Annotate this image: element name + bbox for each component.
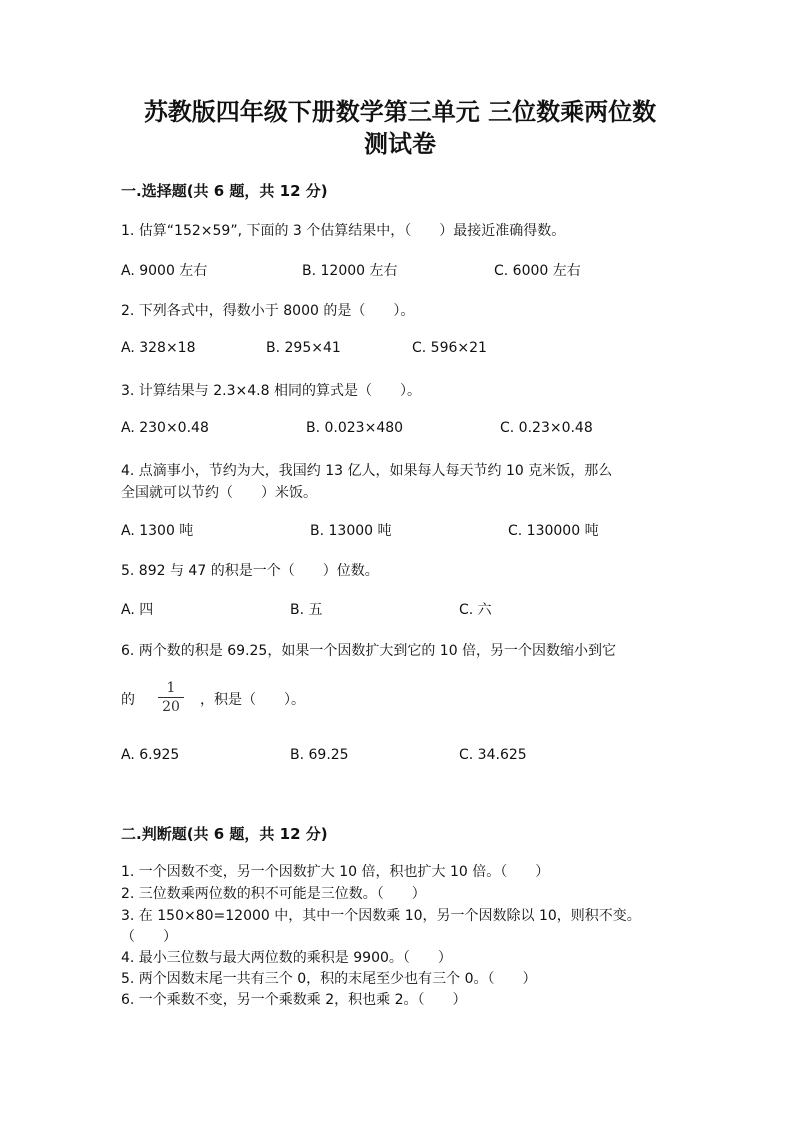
question-5-option-b: B. 五 (290, 602, 323, 618)
tf-item-3-blank: （ ） (121, 929, 177, 945)
question-2-stem: 2. 下列各式中，得数小于 8000 的是（ ）。 (121, 303, 415, 319)
question-6-stem-prefix: 的 (121, 692, 135, 708)
question-6-option-b: B. 69.25 (290, 747, 349, 763)
question-4-option-a: A. 1300 吨 (121, 523, 194, 539)
question-1-option-c: C. 6000 左右 (494, 263, 581, 279)
tf-item-5: 5. 两个因数末尾一共有三个 0，积的末尾至少也有三个 0。（ ） (121, 971, 537, 987)
question-2-option-c: C. 596×21 (412, 340, 487, 356)
tf-item-2: 2. 三位数乘两位数的积不可能是三位数。（ ） (121, 886, 426, 902)
fraction-bar (158, 697, 184, 698)
question-2-option-b: B. 295×41 (266, 340, 341, 356)
question-4-option-c: C. 130000 吨 (508, 523, 599, 539)
question-4-option-b: B. 13000 吨 (310, 523, 392, 539)
question-6-stem-suffix: ，积是（ ）。 (200, 692, 305, 708)
page-title-line-2: 测试卷 (364, 129, 436, 158)
tf-item-6: 6. 一个乘数不变，另一个乘数乘 2，积也乘 2。（ ） (121, 992, 467, 1008)
page-title-line-1: 苏教版四年级下册数学第三单元 三位数乘两位数 (143, 97, 657, 126)
question-5-stem: 5. 892 与 47 的积是一个（ ）位数。 (121, 563, 379, 579)
section-heading-true-false: 二.判断题(共 6 题，共 12 分) (121, 825, 328, 843)
question-6-stem-line-1: 6. 两个数的积是 69.25，如果一个因数扩大到它的 10 倍，另一个因数缩小到它 (121, 643, 617, 659)
question-2-option-a: A. 328×18 (121, 340, 196, 356)
question-6-option-a: A. 6.925 (121, 747, 180, 763)
question-4-stem-line-1: 4. 点滴事小，节约为大，我国约 13 亿人，如果每人每天节约 10 克米饭，那么 (121, 463, 613, 479)
section-heading-choice: 一.选择题(共 6 题，共 12 分) (121, 182, 328, 200)
question-3-option-a: A. 230×0.48 (121, 420, 209, 436)
question-1-option-b: B. 12000 左右 (302, 263, 398, 279)
tf-item-1: 1. 一个因数不变，另一个因数扩大 10 倍，积也扩大 10 倍。（ ） (121, 864, 550, 880)
fraction-numerator: 1 (166, 680, 176, 696)
tf-item-4: 4. 最小三位数与最大两位数的乘积是 9900。（ ） (121, 950, 452, 966)
question-1-stem: 1. 估算“152×59”, 下面的 3 个估算结果中，（ ）最接近准确得数。 (121, 223, 566, 239)
question-6-option-c: C. 34.625 (459, 747, 527, 763)
question-5-option-c: C. 六 (459, 602, 492, 618)
question-1-option-a: A. 9000 左右 (121, 263, 208, 279)
question-3-option-c: C. 0.23×0.48 (500, 420, 593, 436)
question-3-stem: 3. 计算结果与 2.3×4.8 相同的算式是（ ）。 (121, 383, 421, 399)
tf-item-3: 3. 在 150×80=12000 中，其中一个因数乘 10，另一个因数除以 10，则积不变。 (121, 908, 641, 924)
question-3-option-b: B. 0.023×480 (306, 420, 404, 436)
question-5-option-a: A. 四 (121, 602, 154, 618)
question-4-stem-line-2: 全国就可以节约（ ）米饭。 (121, 485, 317, 501)
fraction-denominator: 20 (162, 699, 180, 715)
fraction-one-twentieth (158, 680, 184, 715)
